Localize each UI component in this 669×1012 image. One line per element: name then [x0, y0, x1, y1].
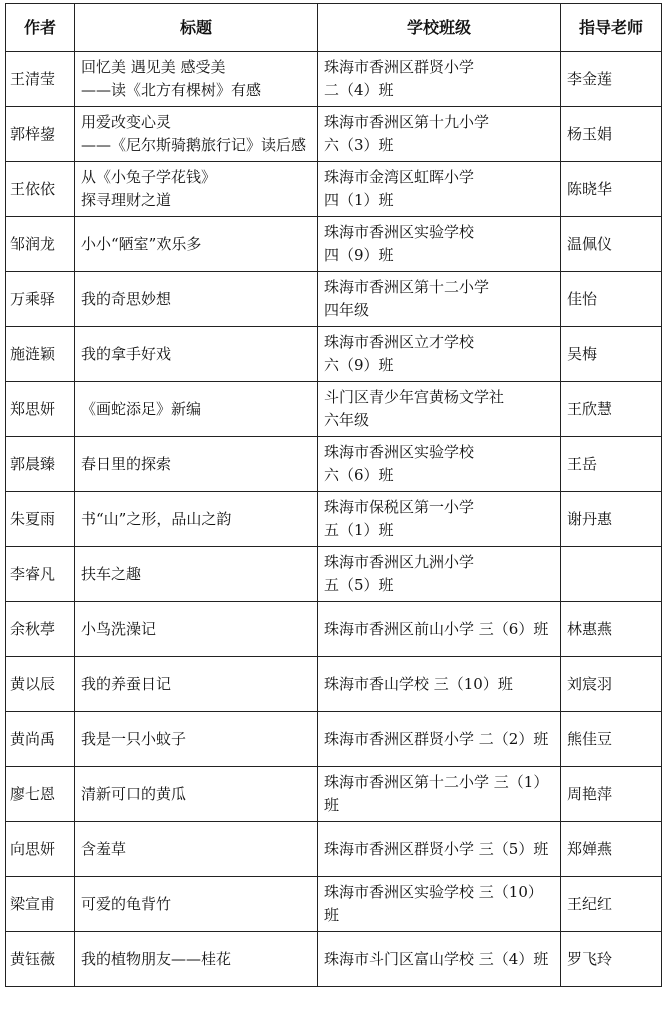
table-row	[6, 877, 662, 932]
author-cell-text: 黄钰薇	[10, 949, 56, 968]
author-cell-text: 余秋葶	[10, 619, 56, 638]
title-cell-text: 从《小兔子学花钱》 探寻理财之道	[81, 168, 217, 209]
teacher-cell-text: 周艳萍	[567, 784, 613, 803]
author-cell	[6, 437, 75, 492]
title-cell-text: 我的植物朋友——桂花	[81, 949, 232, 968]
teacher-cell-text: 李金莲	[567, 69, 613, 88]
teacher-cell-text: 王欣慧	[567, 399, 613, 418]
title-cell-text: 可爱的龟背竹	[81, 894, 172, 913]
school-cell	[318, 932, 561, 987]
school-cell	[318, 107, 561, 162]
author-cell	[6, 877, 75, 932]
title-cell-text: 用爱改变心灵 ——《尼尔斯骑鹅旅行记》读后感	[81, 113, 307, 154]
title-cell	[75, 492, 318, 547]
title-cell	[75, 547, 318, 602]
school-cell	[318, 602, 561, 657]
title-cell	[75, 107, 318, 162]
title-cell	[75, 52, 318, 107]
table-row	[6, 822, 662, 877]
teacher-cell	[561, 272, 662, 327]
teacher-cell	[561, 602, 662, 657]
teacher-cell	[561, 877, 662, 932]
title-cell	[75, 162, 318, 217]
teacher-cell	[561, 932, 662, 987]
school-cell	[318, 547, 561, 602]
teacher-cell-text: 罗飞玲	[567, 949, 613, 968]
title-cell	[75, 767, 318, 822]
school-cell-text: 珠海市斗门区富山学校 三（4）班	[324, 949, 549, 968]
table-row	[6, 327, 662, 382]
author-cell	[6, 382, 75, 437]
school-cell	[318, 382, 561, 437]
school-cell	[318, 712, 561, 767]
school-cell-text: 珠海市香洲区前山小学 三（6）班	[324, 619, 549, 638]
title-cell-text: 小鸟洗澡记	[81, 619, 157, 638]
table-row	[6, 712, 662, 767]
header-school: 学校班级	[318, 4, 561, 52]
table-row	[6, 767, 662, 822]
title-cell-text: 我的拿手好戏	[81, 344, 172, 363]
school-cell-text: 珠海市香洲区群贤小学 二（2）班	[324, 729, 549, 748]
title-cell	[75, 382, 318, 437]
teacher-cell-text: 谢丹惠	[567, 509, 613, 528]
header-title: 标题	[75, 4, 318, 52]
title-cell-text: 春日里的探索	[81, 454, 172, 473]
author-cell-text: 向思妍	[10, 839, 56, 858]
school-cell	[318, 822, 561, 877]
teacher-cell	[561, 107, 662, 162]
title-cell-text: 我的奇思妙想	[81, 289, 172, 308]
school-cell-text: 珠海市香洲区九洲小学 五（5）班	[324, 553, 475, 594]
title-cell-text: 清新可口的黄瓜	[81, 784, 187, 803]
table-row	[6, 932, 662, 987]
document-page	[5, 3, 662, 987]
table-row	[6, 162, 662, 217]
school-cell-text: 珠海市香洲区实验学校 四（9）班	[324, 223, 475, 264]
author-cell	[6, 657, 75, 712]
table-row	[6, 657, 662, 712]
table-row	[6, 547, 662, 602]
teacher-cell-text: 林惠燕	[567, 619, 613, 638]
school-cell-text: 珠海市香洲区群贤小学 二（4）班	[324, 58, 475, 99]
author-cell-text: 朱夏雨	[10, 509, 56, 528]
school-cell	[318, 217, 561, 272]
author-cell	[6, 822, 75, 877]
school-cell	[318, 327, 561, 382]
teacher-cell-text: 熊佳豆	[567, 729, 613, 748]
title-cell-text: 回忆美 遇见美 感受美 ——读《北方有棵树》有感	[81, 58, 262, 99]
author-cell-text: 万乘驿	[10, 289, 56, 308]
author-cell	[6, 217, 75, 272]
teacher-cell	[561, 437, 662, 492]
author-cell	[6, 52, 75, 107]
title-cell-text: 我是一只小蚊子	[81, 729, 187, 748]
author-cell	[6, 492, 75, 547]
table-row	[6, 602, 662, 657]
author-cell	[6, 767, 75, 822]
title-cell	[75, 602, 318, 657]
school-cell	[318, 162, 561, 217]
teacher-cell-text: 温佩仪	[567, 234, 613, 253]
author-cell	[6, 547, 75, 602]
school-cell	[318, 492, 561, 547]
author-cell	[6, 272, 75, 327]
author-cell-text: 黄以辰	[10, 674, 56, 693]
teacher-cell	[561, 162, 662, 217]
title-cell	[75, 217, 318, 272]
header-author: 作者	[6, 4, 75, 52]
author-cell	[6, 327, 75, 382]
title-cell	[75, 272, 318, 327]
author-cell-text: 郭晨臻	[10, 454, 56, 473]
author-cell-text: 邹润龙	[10, 234, 56, 253]
teacher-cell	[561, 327, 662, 382]
school-cell	[318, 657, 561, 712]
table-row	[6, 272, 662, 327]
author-cell	[6, 602, 75, 657]
school-cell-text: 斗门区青少年宫黄杨文学社 六年级	[324, 388, 505, 429]
header-row	[6, 4, 662, 52]
teacher-cell-text: 王纪红	[567, 894, 613, 913]
title-cell	[75, 657, 318, 712]
teacher-cell	[561, 712, 662, 767]
author-cell	[6, 162, 75, 217]
title-cell	[75, 437, 318, 492]
table-row	[6, 492, 662, 547]
school-cell-text: 珠海市香洲区立才学校 六（9）班	[324, 333, 475, 374]
teacher-cell	[561, 547, 662, 602]
teacher-cell	[561, 767, 662, 822]
award-table	[5, 3, 662, 987]
author-cell-text: 施涟颖	[10, 344, 56, 363]
school-cell-text: 珠海市香洲区第十二小学 四年级	[324, 278, 490, 319]
title-cell-text: 书“山”之形，品山之韵	[81, 509, 232, 528]
author-cell-text: 梁宣甫	[10, 894, 56, 913]
school-cell-text: 珠海市香洲区实验学校 六（6）班	[324, 443, 475, 484]
author-cell-text: 王依依	[10, 179, 56, 198]
table-body	[6, 52, 662, 987]
teacher-cell	[561, 492, 662, 547]
school-cell	[318, 877, 561, 932]
table-row	[6, 437, 662, 492]
title-cell-text: 扶车之趣	[81, 564, 142, 583]
table-row	[6, 52, 662, 107]
title-cell-text: 小小“陋室”欢乐多	[81, 234, 202, 253]
title-cell	[75, 327, 318, 382]
title-cell	[75, 822, 318, 877]
table-row	[6, 382, 662, 437]
author-cell-text: 黄尚禹	[10, 729, 56, 748]
title-cell-text: 我的养蚕日记	[81, 674, 172, 693]
school-cell	[318, 52, 561, 107]
author-cell	[6, 932, 75, 987]
title-cell	[75, 712, 318, 767]
table-row	[6, 217, 662, 272]
author-cell	[6, 107, 75, 162]
school-cell-text: 珠海市保税区第一小学 五（1）班	[324, 498, 475, 539]
school-cell-text: 珠海市香洲区群贤小学 三（5）班	[324, 839, 549, 858]
school-cell-text: 珠海市香洲区实验学校 三（10）班	[324, 883, 543, 924]
school-cell	[318, 767, 561, 822]
school-cell-text: 珠海市香洲区第十二小学 三（1）班	[324, 773, 549, 814]
teacher-cell-text: 陈晓华	[567, 179, 613, 198]
author-cell-text: 廖七恩	[10, 784, 56, 803]
school-cell-text: 珠海市香山学校 三（10）班	[324, 674, 513, 693]
author-cell-text: 郭梓鋆	[10, 124, 56, 143]
teacher-cell-text: 佳怡	[567, 289, 598, 308]
teacher-cell-text: 杨玉娟	[567, 124, 613, 143]
teacher-cell	[561, 657, 662, 712]
school-cell	[318, 272, 561, 327]
author-cell-text: 郑思妍	[10, 399, 56, 418]
teacher-cell	[561, 217, 662, 272]
title-cell	[75, 877, 318, 932]
title-cell-text: 含羞草	[81, 839, 127, 858]
teacher-cell-text: 刘宸羽	[567, 674, 613, 693]
teacher-cell-text: 王岳	[567, 454, 598, 473]
title-cell-text: 《画蛇添足》新编	[81, 399, 202, 418]
table-row	[6, 107, 662, 162]
school-cell-text: 珠海市香洲区第十九小学 六（3）班	[324, 113, 490, 154]
author-cell-text: 王清莹	[10, 69, 56, 88]
teacher-cell-text: 郑婵燕	[567, 839, 613, 858]
teacher-cell-text: 吴梅	[567, 344, 598, 363]
author-cell-text: 李睿凡	[10, 564, 56, 583]
title-cell	[75, 932, 318, 987]
teacher-cell	[561, 822, 662, 877]
header-teacher: 指导老师	[561, 4, 662, 52]
teacher-cell	[561, 52, 662, 107]
school-cell	[318, 437, 561, 492]
school-cell-text: 珠海市金湾区虹晖小学 四（1）班	[324, 168, 475, 209]
teacher-cell	[561, 382, 662, 437]
author-cell	[6, 712, 75, 767]
